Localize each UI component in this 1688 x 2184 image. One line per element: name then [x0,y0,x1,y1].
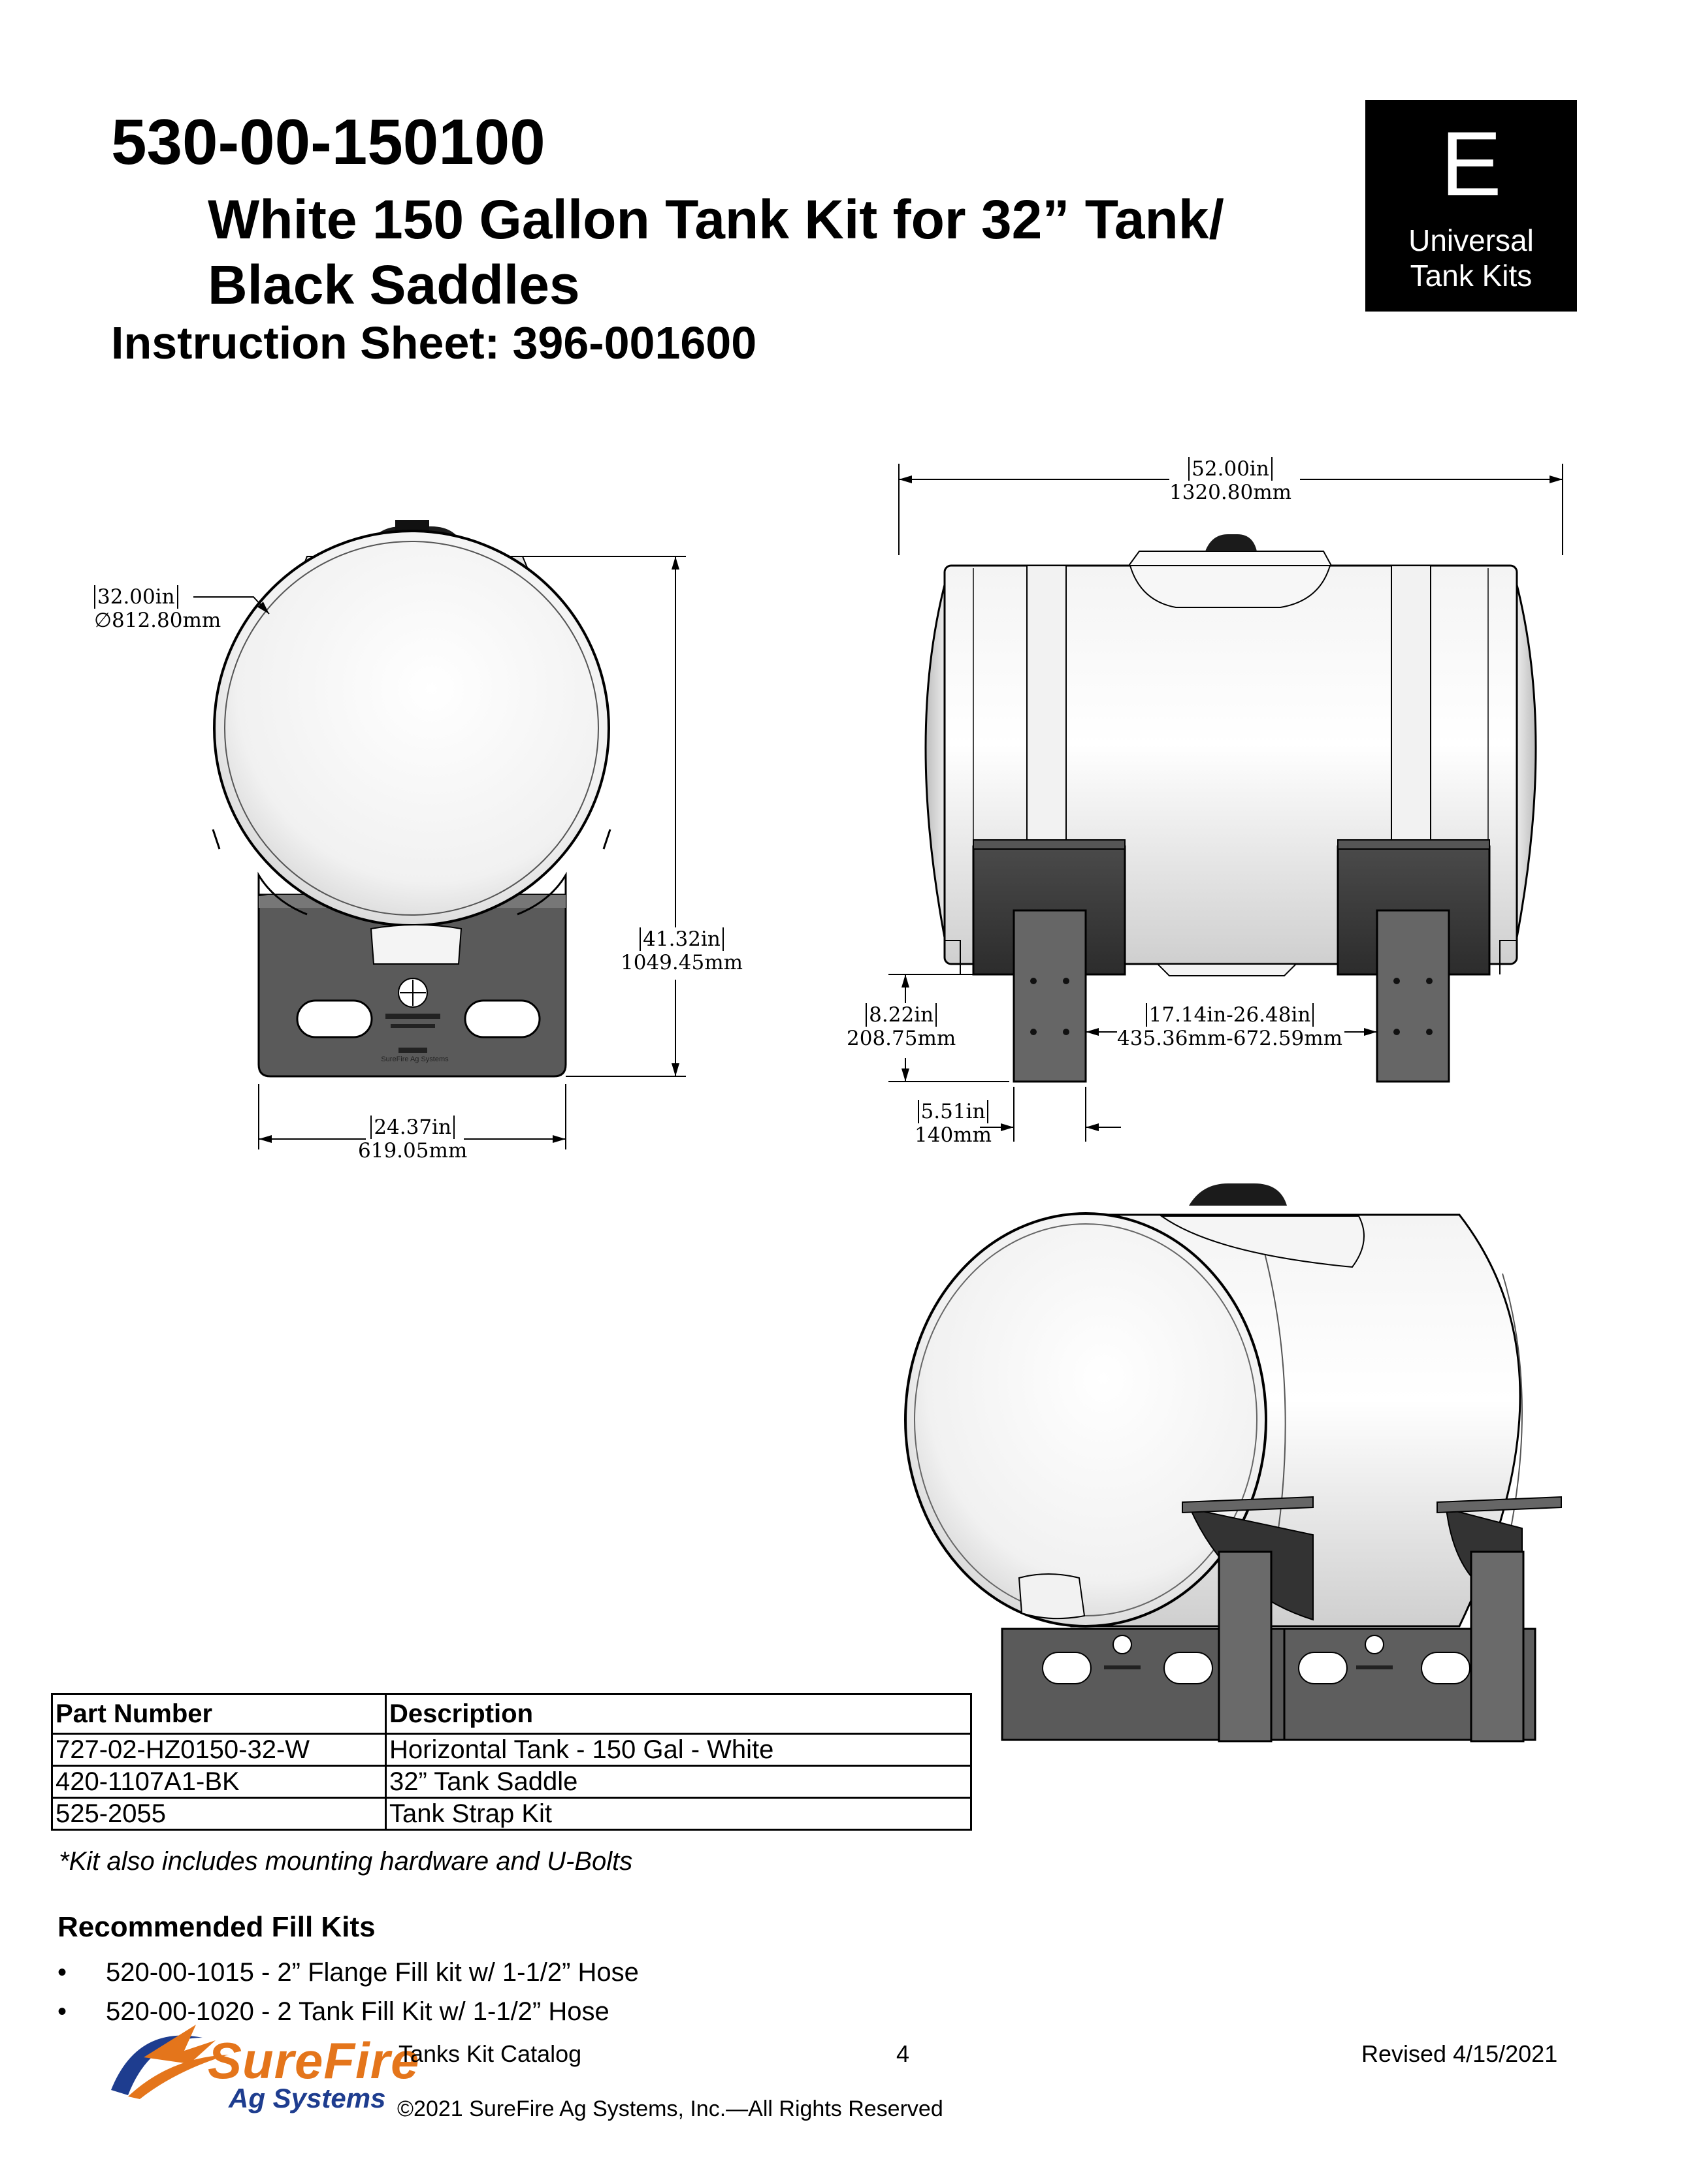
table-row [52,1734,971,1766]
footer-revised-date: Revised 4/15/2021 [1361,2040,1558,2067]
category-letter: E [1440,112,1502,215]
length-mm: 1320.80mm [1169,481,1291,504]
leg-height-in: 8.22in [866,1003,937,1027]
diameter-in: 32.00in [94,585,178,609]
logo-subtitle: Ag Systems [229,2083,386,2113]
part-number-title: 530-00-150100 [111,106,545,178]
kit-note: *Kit also includes mounting hardware and U-Bolts [59,1847,633,1876]
length-dimension [1169,457,1291,504]
saddle-stamp: SureFire Ag Systems [381,1055,449,1063]
cell-part-number: 727-02-HZ0150-32-W [52,1734,386,1766]
category-badge [1365,100,1577,312]
instruction-sheet-label: Instruction Sheet: 396-001600 [111,317,757,368]
width-mm: 619.05mm [358,1139,468,1163]
leg-height-mm: 208.75mm [847,1027,956,1050]
leg-width-dimension [915,1100,992,1147]
side-view [926,534,1536,1082]
table-row [52,1798,971,1830]
width-in: 24.37in [370,1116,455,1139]
cell-description: 32” Tank Saddle [386,1766,971,1798]
height-mm: 1049.45mm [621,951,743,974]
category-label: Universal Tank Kits [1408,223,1534,293]
height-in: 41.32in [640,927,724,951]
list-item: • 520-00-1015 - 2” Flange Fill kit w/ 1-1/2” Hose [57,1953,639,1992]
kit-title: White 150 Gallon Tank Kit for 32” Tank/ Black Saddles [208,189,1224,315]
saddle-spacing-in: 17.14in-26.48in [1146,1003,1314,1027]
isometric-view [905,1183,1561,1741]
column-header-description: Description [386,1694,971,1734]
list-item: • 520-00-1020 - 2 Tank Fill Kit w/ 1-1/2” Hose [57,1992,639,2031]
width-dimension [358,1116,467,1163]
footer-copyright: ©2021 SureFire Ag Systems, Inc.—All Rights Reserved [397,2096,943,2121]
diameter-mm: ∅812.80mm [94,609,221,632]
length-in: 52.00in [1188,457,1273,481]
diameter-dimension [94,585,221,632]
cell-description: Horizontal Tank - 150 Gal - White [386,1734,971,1766]
table-header-row [52,1694,971,1734]
logo-wordmark: SureFire [208,2032,420,2089]
fill-kits-list [57,1953,639,2031]
cell-description: Tank Strap Kit [386,1798,971,1830]
footer-page-number: 4 [896,2040,910,2067]
table-row [52,1766,971,1798]
saddle-spacing-dimension [1117,1003,1342,1050]
leg-width-mm: 140mm [915,1123,992,1147]
leg-width-in: 5.51in [918,1100,989,1123]
leg-height-dimension [847,1003,956,1050]
column-header-part-number: Part Number [52,1694,386,1734]
height-dimension [621,927,743,974]
parts-table [51,1693,972,1831]
saddle-spacing-mm: 435.36mm-672.59mm [1117,1027,1342,1050]
fill-kits-title: Recommended Fill Kits [57,1911,376,1943]
footer-catalog-name: Tanks Kit Catalog [398,2040,582,2067]
cell-part-number: 525-2055 [52,1798,386,1830]
front-view [213,520,610,1076]
cell-part-number: 420-1107A1-BK [52,1766,386,1798]
